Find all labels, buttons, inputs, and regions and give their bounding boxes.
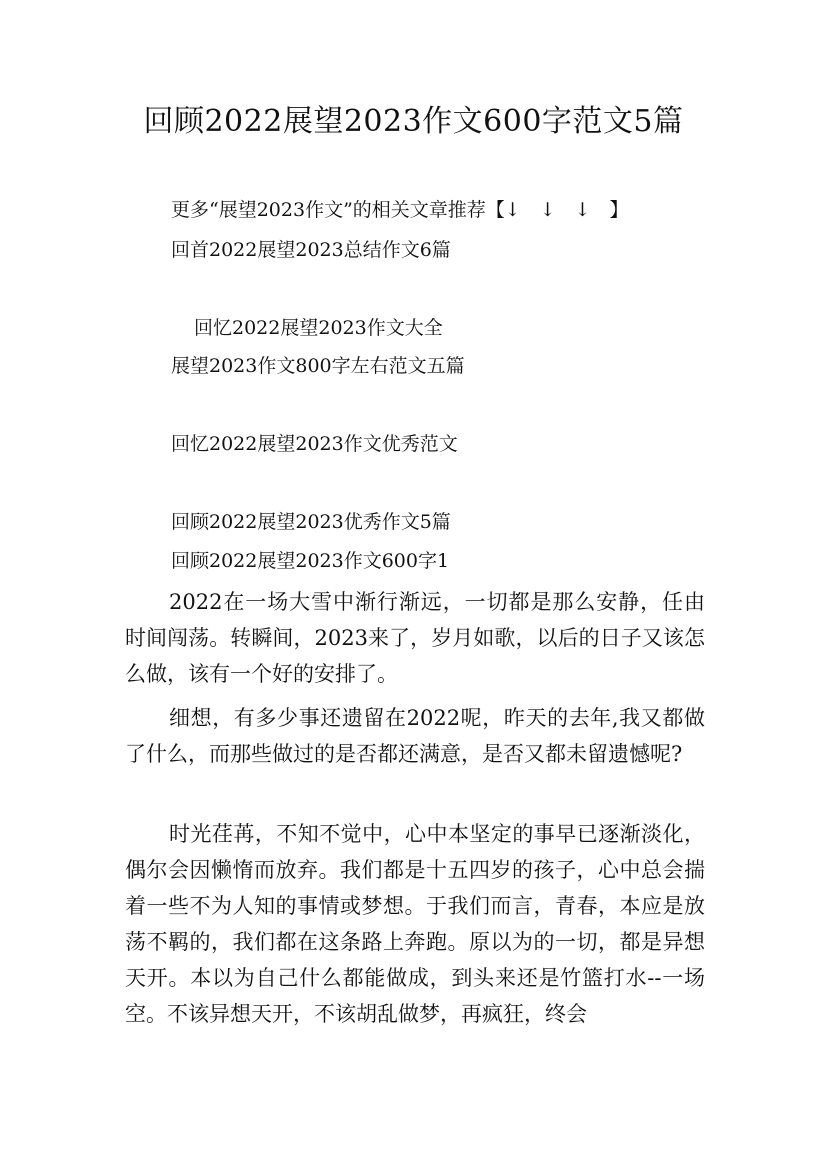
recommend-link[interactable]: 回忆2022展望2023作文大全 [194, 317, 443, 339]
recommend-link[interactable]: 展望2023作文800字左右范文五篇 [171, 355, 465, 377]
document-title: 回顾2022展望2023作文600字范文5篇 [143, 104, 684, 139]
section-heading: 回顾2022展望2023作文600字1 [171, 550, 450, 572]
body-paragraph: 2022在一场大雪中渐行渐远，一切都是那么安静，任由时间闯荡。转瞬间，2023来了，岁月如歌，以后的日子又该怎么做，该有一个好的安排了。 [125, 590, 705, 686]
recommend-link[interactable]: 回首2022展望2023总结作文6篇 [171, 239, 451, 261]
recommend-header: 更多“展望2023作文”的相关文章推荐【↓ ↓ ↓ 】 [171, 199, 629, 221]
body-paragraph: 时光荏苒，不知不觉中，心中本坚定的事早已逐渐淡化，偶尔会因懒惰而放弃。我们都是十五四岁的孩子，心中总会揣着一些不为人知的事情或梦想。于我们而言，青春，本应是放荡不羁的，我们都在这条路上奔跑。原以为的一切，都是异想天开。本以为自己什么都能做成，到头来还是竹篮打水--一场空。不该异想天开，不该胡乱做梦，再疯狂，终会 [125, 822, 705, 1026]
body-paragraph: 细想，有多少事还遗留在2022呢，昨天的去年,我又都做了什么，而那些做过的是否都还满意，是否又都未留遗憾呢? [125, 706, 705, 766]
recommend-link[interactable]: 回忆2022展望2023作文优秀范文 [171, 433, 458, 455]
recommend-link[interactable]: 回顾2022展望2023优秀作文5篇 [171, 511, 451, 533]
